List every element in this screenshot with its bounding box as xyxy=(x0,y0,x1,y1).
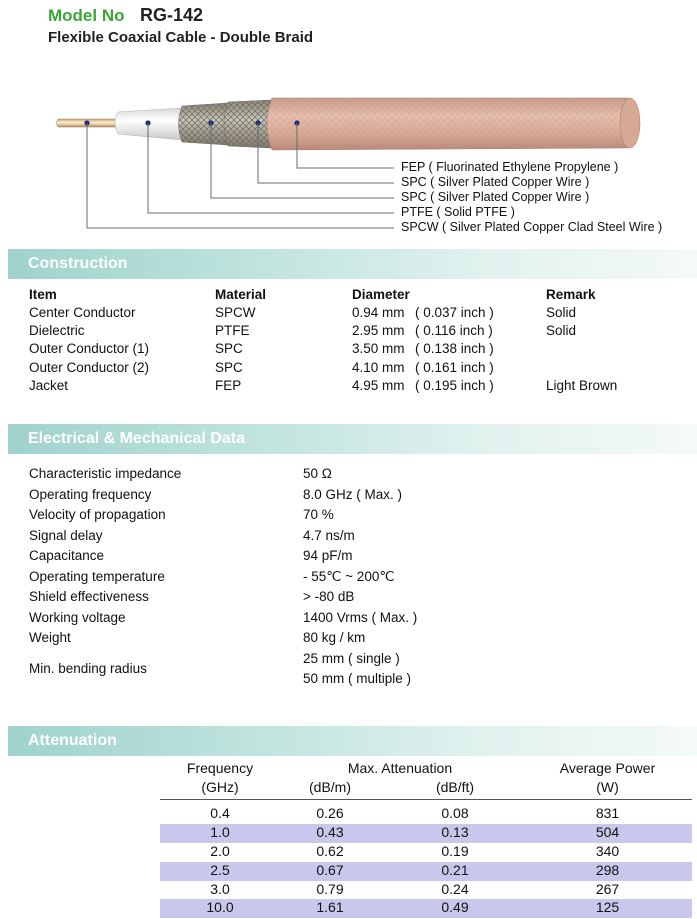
table-cell: 4.95 mm xyxy=(352,378,405,393)
table-cell: 1.61 xyxy=(316,899,344,915)
spec-value: 70 % xyxy=(303,507,334,522)
col-header-material: Material xyxy=(215,287,267,302)
spec-label: Shield effectiveness xyxy=(29,589,149,604)
table-cell: Jacket xyxy=(29,378,69,393)
col-header-frequency-unit: (GHz) xyxy=(201,779,239,795)
table-cell: ( 0.116 inch ) xyxy=(415,323,493,338)
product-subtitle: Flexible Coaxial Cable - Double Braid xyxy=(48,29,314,46)
table-cell: PTFE xyxy=(215,323,250,338)
table-cell: 2.95 mm xyxy=(352,323,405,338)
spec-value: 80 kg / km xyxy=(303,630,366,645)
table-row xyxy=(160,862,692,881)
spec-value: 8.0 GHz ( Max. ) xyxy=(303,487,403,502)
table-cell: 0.67 xyxy=(316,862,344,878)
col-header-db-m: (dB/m) xyxy=(309,779,351,795)
table-cell: ( 0.161 inch ) xyxy=(415,360,494,375)
attenuation-section-header: Attenuation xyxy=(8,726,697,756)
spec-value: - 55℃ ~ 200℃ xyxy=(303,569,395,584)
table-cell: 0.49 xyxy=(441,899,469,915)
table-cell: 1.0 xyxy=(210,824,230,840)
col-header-db-ft: (dB/ft) xyxy=(435,779,475,795)
table-cell: ( 0.037 inch ) xyxy=(415,305,494,320)
table-cell: 3.50 mm xyxy=(352,341,405,356)
table-cell: 0.13 xyxy=(441,824,469,840)
col-header-frequency: Frequency xyxy=(186,760,254,776)
callout-dielectric: PTFE ( Solid PTFE ) xyxy=(401,205,515,219)
table-cell: FEP xyxy=(215,378,242,393)
spec-label: Operating frequency xyxy=(29,487,152,502)
table-cell: 125 xyxy=(595,899,620,915)
table-cell: 831 xyxy=(595,805,620,821)
col-header-power-unit: (W) xyxy=(596,779,619,795)
spec-value: 25 mm ( single ) xyxy=(303,651,400,666)
spec-value: 4.7 ns/m xyxy=(303,528,355,543)
table-cell: Light Brown xyxy=(546,378,618,393)
col-header-remark: Remark xyxy=(546,287,596,302)
table-cell: 10.0 xyxy=(206,899,234,915)
spec-label: Working voltage xyxy=(29,610,126,625)
spec-value: 94 pF/m xyxy=(303,548,353,563)
table-row xyxy=(160,881,692,900)
spec-label: Velocity of propagation xyxy=(29,507,166,522)
table-cell: 3.0 xyxy=(210,881,230,897)
table-cell: 504 xyxy=(595,824,620,840)
spec-label: Min. bending radius xyxy=(29,661,147,676)
table-cell: 4.10 mm xyxy=(352,360,405,375)
col-header-power: Average Power xyxy=(559,760,656,776)
electrical-section-header: Electrical & Mechanical Data xyxy=(8,424,697,454)
table-row xyxy=(160,805,692,824)
table-cell: 0.21 xyxy=(441,862,469,878)
table-cell: Center Conductor xyxy=(29,305,136,320)
table-cell: 267 xyxy=(595,881,620,897)
spec-value: > -80 dB xyxy=(303,589,355,604)
table-cell: Outer Conductor (2) xyxy=(29,360,150,375)
table-divider xyxy=(160,799,692,800)
table-cell: Solid xyxy=(546,323,577,338)
table-cell: ( 0.138 inch ) xyxy=(415,341,494,356)
table-cell: 0.08 xyxy=(441,805,469,821)
table-cell: 0.4 xyxy=(210,805,230,821)
col-header-attenuation: Max. Attenuation xyxy=(347,760,453,776)
table-cell: 0.43 xyxy=(316,824,344,840)
table-cell: ( 0.195 inch ) xyxy=(415,378,494,393)
spec-value: 1400 Vrms ( Max. ) xyxy=(303,610,418,625)
table-cell: 340 xyxy=(595,843,620,859)
table-row xyxy=(160,824,692,843)
callout-center-conductor: SPCW ( Silver Plated Copper Clad Steel Wire ) xyxy=(401,220,663,234)
col-header-item: Item xyxy=(29,287,57,302)
table-row xyxy=(160,843,692,862)
model-label: Model No xyxy=(48,6,125,25)
table-cell: Outer Conductor (1) xyxy=(29,341,150,356)
callout-outer-conductor-1: SPC ( Silver Plated Copper Wire ) xyxy=(401,190,590,204)
spec-label: Signal delay xyxy=(29,528,103,543)
table-cell: SPC xyxy=(215,360,243,375)
table-cell: 2.0 xyxy=(210,843,230,859)
spec-value: 50 Ω xyxy=(303,466,332,481)
spec-label: Capacitance xyxy=(29,548,105,563)
model-number: RG-142 xyxy=(140,5,204,25)
table-cell: Dielectric xyxy=(29,323,85,338)
table-cell: 0.24 xyxy=(441,881,469,897)
table-cell: 298 xyxy=(595,862,620,878)
table-cell: 0.79 xyxy=(316,881,344,897)
table-cell: 0.26 xyxy=(316,805,344,821)
table-cell: 0.94 mm xyxy=(352,305,405,320)
table-cell: 0.62 xyxy=(316,843,344,859)
spec-label: Weight xyxy=(29,630,71,645)
table-cell: Solid xyxy=(546,305,577,320)
spec-label: Operating temperature xyxy=(29,569,165,584)
table-cell: 0.19 xyxy=(441,843,469,859)
table-cell: SPCW xyxy=(215,305,256,320)
construction-section-header: Construction xyxy=(8,249,697,279)
col-header-diameter: Diameter xyxy=(352,287,410,302)
table-row xyxy=(160,899,692,918)
table-cell: SPC xyxy=(215,341,243,356)
spec-label: Characteristic impedance xyxy=(29,466,182,481)
callout-outer-conductor-2: SPC ( Silver Plated Copper Wire ) xyxy=(401,175,590,189)
callout-jacket: FEP ( Fluorinated Ethylene Propylene ) xyxy=(401,160,619,174)
table-cell: 2.5 xyxy=(210,862,230,878)
spec-value: 50 mm ( multiple ) xyxy=(303,671,412,686)
